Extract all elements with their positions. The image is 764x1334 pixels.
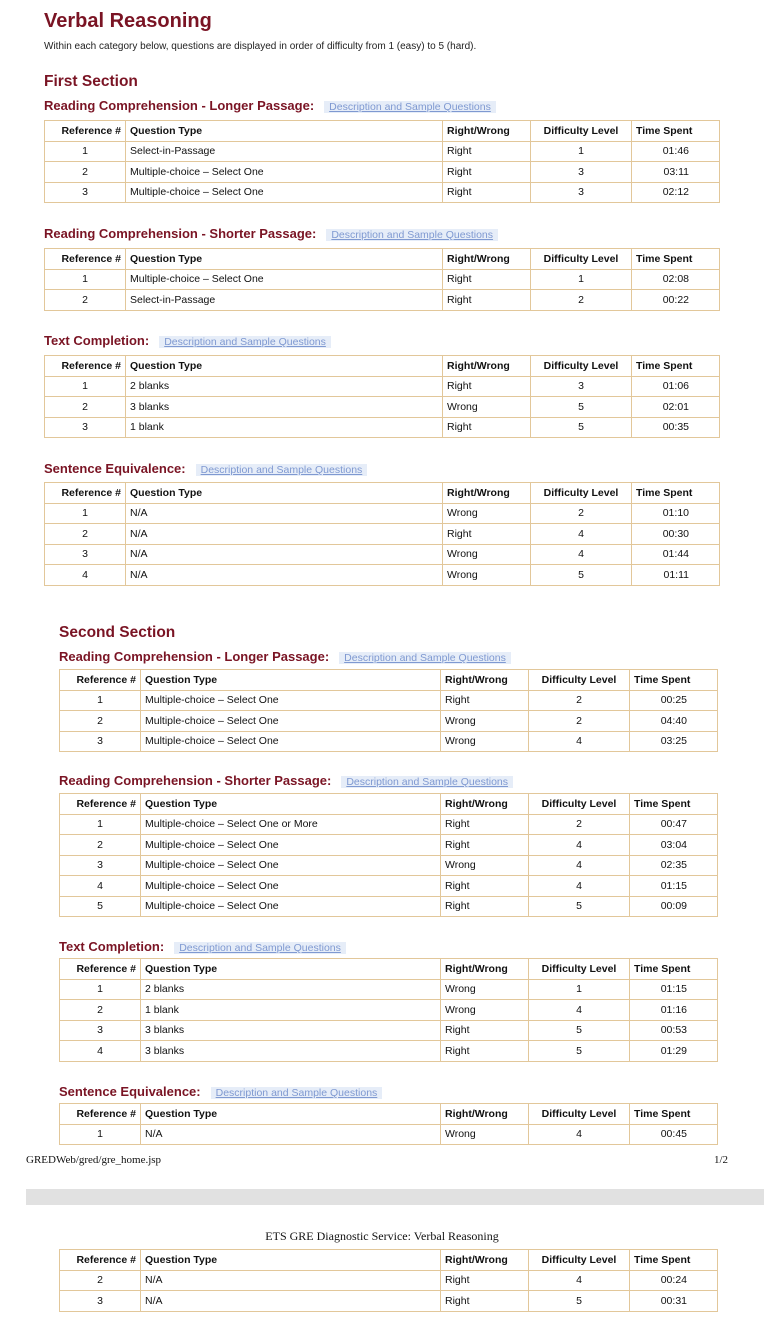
col-result: Right (443, 141, 531, 162)
col-ref-header: Reference # (45, 483, 126, 504)
footer-page-number: 1/2 (714, 1154, 729, 1166)
col-difficulty-header: Difficulty Level (531, 121, 632, 142)
col-difficulty: 4 (529, 835, 630, 856)
col-difficulty-header: Difficulty Level (529, 670, 630, 691)
s1-sentence-equivalence-table (44, 482, 720, 586)
col-difficulty: 2 (529, 814, 630, 835)
col-difficulty: 3 (531, 182, 632, 203)
intro-text: Within each category below, questions are displayed in order of difficulty from 1 (easy) to 5 (hard). (44, 41, 477, 52)
col-type: 2 blanks (126, 376, 443, 397)
col-difficulty: 3 (531, 162, 632, 183)
col-ref: 2 (45, 397, 126, 418)
col-type: 2 blanks (141, 979, 441, 1000)
col-time-header: Time Spent (630, 1104, 718, 1125)
col-result: Wrong (441, 1000, 529, 1021)
page-title: Verbal Reasoning (44, 10, 212, 32)
col-type: Multiple-choice – Select One (141, 876, 441, 897)
col-time: 00:25 (630, 690, 718, 711)
col-ref: 3 (60, 1291, 141, 1312)
col-ref-header: Reference # (60, 1250, 141, 1271)
col-difficulty-header: Difficulty Level (529, 959, 630, 980)
col-ref: 2 (60, 835, 141, 856)
col-type: Multiple-choice – Select One (126, 162, 443, 183)
footer-url: GREDWeb/gred/gre_home.jsp (26, 1154, 162, 1166)
second-section-title: Second Section (59, 624, 176, 641)
table-row (60, 814, 718, 835)
col-time: 03:04 (630, 835, 718, 856)
table-row (60, 979, 718, 1000)
table-row (45, 162, 720, 183)
table-row (60, 876, 718, 897)
col-time: 00:24 (630, 1270, 718, 1291)
col-result: Right (441, 690, 529, 711)
col-ref: 1 (60, 690, 141, 711)
s2-rc-short-description-link[interactable]: Description and Sample Questions (341, 776, 513, 788)
s2-rc-long-title: Reading Comprehension - Longer Passage: (59, 649, 330, 664)
col-result-header: Right/Wrong (441, 959, 529, 980)
col-result: Right (443, 524, 531, 545)
s1-sentence-equivalence-description-link[interactable]: Description and Sample Questions (196, 464, 368, 476)
col-difficulty: 4 (529, 731, 630, 752)
s2-rc-long-heading (59, 649, 511, 664)
table-row (45, 524, 720, 545)
col-type-header: Question Type (141, 1250, 441, 1271)
col-result: Right (441, 896, 529, 917)
col-ref-header: Reference # (60, 794, 141, 815)
col-result-header: Right/Wrong (443, 483, 531, 504)
col-ref-header: Reference # (45, 356, 126, 377)
s2-rc-short-table (59, 793, 718, 917)
table-row (60, 1124, 718, 1145)
s2-sentence-equivalence-description-link[interactable]: Description and Sample Questions (211, 1087, 383, 1099)
col-type-header: Question Type (141, 959, 441, 980)
col-type: Multiple-choice – Select One (126, 182, 443, 203)
col-type: N/A (141, 1124, 441, 1145)
col-result: Right (443, 182, 531, 203)
col-time: 00:31 (630, 1291, 718, 1312)
col-time: 01:44 (632, 544, 720, 565)
col-result: Right (443, 417, 531, 438)
col-result: Wrong (441, 711, 529, 732)
col-difficulty: 2 (529, 711, 630, 732)
table-row (45, 290, 720, 311)
table-row (60, 1000, 718, 1021)
col-ref-header: Reference # (60, 1104, 141, 1125)
col-time-header: Time Spent (632, 121, 720, 142)
col-ref: 3 (60, 731, 141, 752)
col-result: Wrong (441, 731, 529, 752)
s2-sentence-equivalence-heading (59, 1084, 382, 1099)
col-type-header: Question Type (126, 356, 443, 377)
col-ref: 2 (60, 1000, 141, 1021)
s2-rc-short-title: Reading Comprehension - Shorter Passage: (59, 773, 332, 788)
table-row (60, 731, 718, 752)
table-row (60, 835, 718, 856)
s1-text-completion-table (44, 355, 720, 438)
col-difficulty: 5 (529, 896, 630, 917)
col-ref: 4 (45, 565, 126, 586)
s1-rc-short-table (44, 248, 720, 311)
col-type: N/A (141, 1270, 441, 1291)
s1-rc-short-heading (44, 226, 498, 241)
col-time: 00:09 (630, 896, 718, 917)
col-ref: 1 (60, 979, 141, 1000)
col-type: Select-in-Passage (126, 290, 443, 311)
s2-rc-long-description-link[interactable]: Description and Sample Questions (339, 652, 511, 664)
col-time-header: Time Spent (632, 483, 720, 504)
col-difficulty-header: Difficulty Level (531, 249, 632, 270)
col-time: 01:15 (630, 876, 718, 897)
first-section-title: First Section (44, 73, 138, 90)
col-time: 01:11 (632, 565, 720, 586)
table-row (45, 269, 720, 290)
table-header-row (60, 794, 718, 815)
col-type: 1 blank (141, 1000, 441, 1021)
col-difficulty: 4 (529, 1124, 630, 1145)
col-result: Right (443, 162, 531, 183)
col-result: Right (443, 376, 531, 397)
col-difficulty: 5 (531, 565, 632, 586)
col-result: Right (441, 1020, 529, 1041)
col-result: Wrong (443, 565, 531, 586)
col-time: 02:08 (632, 269, 720, 290)
col-result: Right (441, 814, 529, 835)
col-time: 01:29 (630, 1041, 718, 1062)
col-type: Multiple-choice – Select One (141, 835, 441, 856)
s2-rc-short-heading (59, 773, 513, 788)
table-row (45, 182, 720, 203)
col-result: Right (441, 1270, 529, 1291)
col-difficulty: 4 (531, 524, 632, 545)
col-type-header: Question Type (126, 121, 443, 142)
col-ref-header: Reference # (45, 249, 126, 270)
page-break (26, 1189, 764, 1205)
s2-sentence-equivalence-title: Sentence Equivalence: (59, 1084, 201, 1099)
col-result: Wrong (441, 1124, 529, 1145)
col-time: 00:35 (632, 417, 720, 438)
col-type-header: Question Type (141, 794, 441, 815)
running-header: ETS GRE Diagnostic Service: Verbal Reasoning (265, 1229, 499, 1243)
table-row (60, 855, 718, 876)
s2-text-completion-title: Text Completion: (59, 939, 165, 954)
col-type: N/A (126, 503, 443, 524)
col-time-header: Time Spent (630, 794, 718, 815)
col-ref: 2 (45, 524, 126, 545)
col-ref-header: Reference # (60, 959, 141, 980)
col-difficulty: 2 (531, 290, 632, 311)
col-difficulty: 1 (531, 269, 632, 290)
s2-sentence-equivalence-table-continued (59, 1249, 718, 1312)
table-row (45, 503, 720, 524)
col-time: 03:25 (630, 731, 718, 752)
col-difficulty-header: Difficulty Level (529, 1104, 630, 1125)
col-ref: 4 (60, 1041, 141, 1062)
col-time-header: Time Spent (630, 670, 718, 691)
col-result-header: Right/Wrong (441, 1250, 529, 1271)
table-row (60, 1020, 718, 1041)
col-ref: 2 (45, 290, 126, 311)
s2-sentence-equivalence-table (59, 1103, 718, 1145)
col-ref: 3 (45, 544, 126, 565)
col-ref: 1 (45, 376, 126, 397)
table-header-row (60, 1104, 718, 1125)
table-header-row (45, 121, 720, 142)
col-time: 00:30 (632, 524, 720, 545)
col-result: Right (441, 835, 529, 856)
col-time: 01:46 (632, 141, 720, 162)
col-ref: 5 (60, 896, 141, 917)
col-type-header: Question Type (126, 483, 443, 504)
col-ref: 2 (60, 1270, 141, 1291)
col-ref: 3 (45, 417, 126, 438)
table-row (60, 690, 718, 711)
col-difficulty: 5 (529, 1020, 630, 1041)
col-time: 01:16 (630, 1000, 718, 1021)
table-row (45, 397, 720, 418)
col-type-header: Question Type (126, 249, 443, 270)
table-header-row (45, 483, 720, 504)
col-difficulty: 4 (531, 544, 632, 565)
col-type-header: Question Type (141, 1104, 441, 1125)
col-type: Multiple-choice – Select One (141, 896, 441, 917)
col-time: 01:10 (632, 503, 720, 524)
table-row (60, 1041, 718, 1062)
col-type: 1 blank (126, 417, 443, 438)
s1-rc-long-heading (44, 98, 496, 113)
s2-text-completion-table (59, 958, 718, 1062)
col-time: 02:12 (632, 182, 720, 203)
col-time-header: Time Spent (630, 1250, 718, 1271)
col-type: Multiple-choice – Select One (141, 711, 441, 732)
col-difficulty: 5 (529, 1041, 630, 1062)
col-ref: 1 (60, 814, 141, 835)
col-difficulty: 5 (531, 397, 632, 418)
col-result-header: Right/Wrong (443, 249, 531, 270)
s1-text-completion-title: Text Completion: (44, 333, 150, 348)
table-row (45, 565, 720, 586)
col-difficulty: 1 (529, 979, 630, 1000)
col-result: Wrong (441, 979, 529, 1000)
col-type: Multiple-choice – Select One (141, 690, 441, 711)
table-row (45, 376, 720, 397)
col-result-header: Right/Wrong (441, 1104, 529, 1125)
col-difficulty-header: Difficulty Level (529, 1250, 630, 1271)
table-row (45, 141, 720, 162)
col-result: Wrong (443, 544, 531, 565)
col-type: N/A (126, 544, 443, 565)
col-type: Multiple-choice – Select One (141, 855, 441, 876)
col-difficulty: 5 (531, 417, 632, 438)
col-ref: 2 (45, 162, 126, 183)
col-type: Select-in-Passage (126, 141, 443, 162)
table-header-row (60, 959, 718, 980)
col-difficulty: 3 (531, 376, 632, 397)
col-result: Wrong (443, 503, 531, 524)
col-result-header: Right/Wrong (441, 670, 529, 691)
col-ref: 1 (45, 141, 126, 162)
col-difficulty-header: Difficulty Level (531, 483, 632, 504)
col-result: Right (443, 290, 531, 311)
col-time-header: Time Spent (632, 249, 720, 270)
table-row (60, 711, 718, 732)
table-row (45, 417, 720, 438)
col-time: 00:45 (630, 1124, 718, 1145)
col-ref-header: Reference # (60, 670, 141, 691)
col-result-header: Right/Wrong (443, 121, 531, 142)
col-ref: 1 (60, 1124, 141, 1145)
col-difficulty: 1 (531, 141, 632, 162)
table-row (45, 544, 720, 565)
col-difficulty: 2 (529, 690, 630, 711)
col-time: 01:06 (632, 376, 720, 397)
col-difficulty-header: Difficulty Level (529, 794, 630, 815)
col-type: N/A (126, 524, 443, 545)
table-row (60, 1270, 718, 1291)
col-result: Right (441, 1041, 529, 1062)
col-type: Multiple-choice – Select One (126, 269, 443, 290)
col-difficulty: 5 (529, 1291, 630, 1312)
table-header-row (60, 670, 718, 691)
col-type: N/A (126, 565, 443, 586)
col-time-header: Time Spent (632, 356, 720, 377)
table-row (60, 1291, 718, 1312)
s1-rc-long-table (44, 120, 720, 203)
s1-sentence-equivalence-heading (44, 461, 367, 476)
col-type: 3 blanks (141, 1041, 441, 1062)
col-time: 00:22 (632, 290, 720, 311)
col-result: Right (441, 1291, 529, 1312)
col-type: Multiple-choice – Select One (141, 731, 441, 752)
col-type: 3 blanks (126, 397, 443, 418)
col-type: N/A (141, 1291, 441, 1312)
s1-rc-short-title: Reading Comprehension - Shorter Passage: (44, 226, 317, 241)
table-header-row (45, 356, 720, 377)
table-header-row (45, 249, 720, 270)
col-difficulty: 4 (529, 855, 630, 876)
s2-rc-long-table (59, 669, 718, 752)
s1-rc-short-description-link[interactable]: Description and Sample Questions (326, 229, 498, 241)
col-result: Wrong (441, 855, 529, 876)
s2-text-completion-description-link[interactable]: Description and Sample Questions (174, 942, 346, 954)
col-ref-header: Reference # (45, 121, 126, 142)
col-result-header: Right/Wrong (441, 794, 529, 815)
col-time: 00:53 (630, 1020, 718, 1041)
table-row (60, 896, 718, 917)
col-difficulty: 2 (531, 503, 632, 524)
col-ref: 1 (45, 503, 126, 524)
col-type-header: Question Type (141, 670, 441, 691)
col-difficulty: 4 (529, 1000, 630, 1021)
col-difficulty: 4 (529, 876, 630, 897)
col-time: 01:15 (630, 979, 718, 1000)
col-time-header: Time Spent (630, 959, 718, 980)
table-header-row (60, 1250, 718, 1271)
col-difficulty: 4 (529, 1270, 630, 1291)
col-time: 02:01 (632, 397, 720, 418)
s1-rc-long-description-link[interactable]: Description and Sample Questions (324, 101, 496, 113)
col-ref: 2 (60, 711, 141, 732)
col-ref: 3 (60, 855, 141, 876)
s1-sentence-equivalence-title: Sentence Equivalence: (44, 461, 186, 476)
col-ref: 3 (60, 1020, 141, 1041)
s1-text-completion-description-link[interactable]: Description and Sample Questions (159, 336, 331, 348)
s1-text-completion-heading (44, 333, 331, 348)
col-time: 04:40 (630, 711, 718, 732)
col-difficulty-header: Difficulty Level (531, 356, 632, 377)
col-result: Wrong (443, 397, 531, 418)
col-type: Multiple-choice – Select One or More (141, 814, 441, 835)
col-ref: 1 (45, 269, 126, 290)
s2-text-completion-heading (59, 939, 346, 954)
s1-rc-long-title: Reading Comprehension - Longer Passage: (44, 98, 315, 113)
col-time: 00:47 (630, 814, 718, 835)
col-type: 3 blanks (141, 1020, 441, 1041)
col-result-header: Right/Wrong (443, 356, 531, 377)
col-ref: 3 (45, 182, 126, 203)
col-time: 03:11 (632, 162, 720, 183)
col-time: 02:35 (630, 855, 718, 876)
col-ref: 4 (60, 876, 141, 897)
col-result: Right (443, 269, 531, 290)
col-result: Right (441, 876, 529, 897)
